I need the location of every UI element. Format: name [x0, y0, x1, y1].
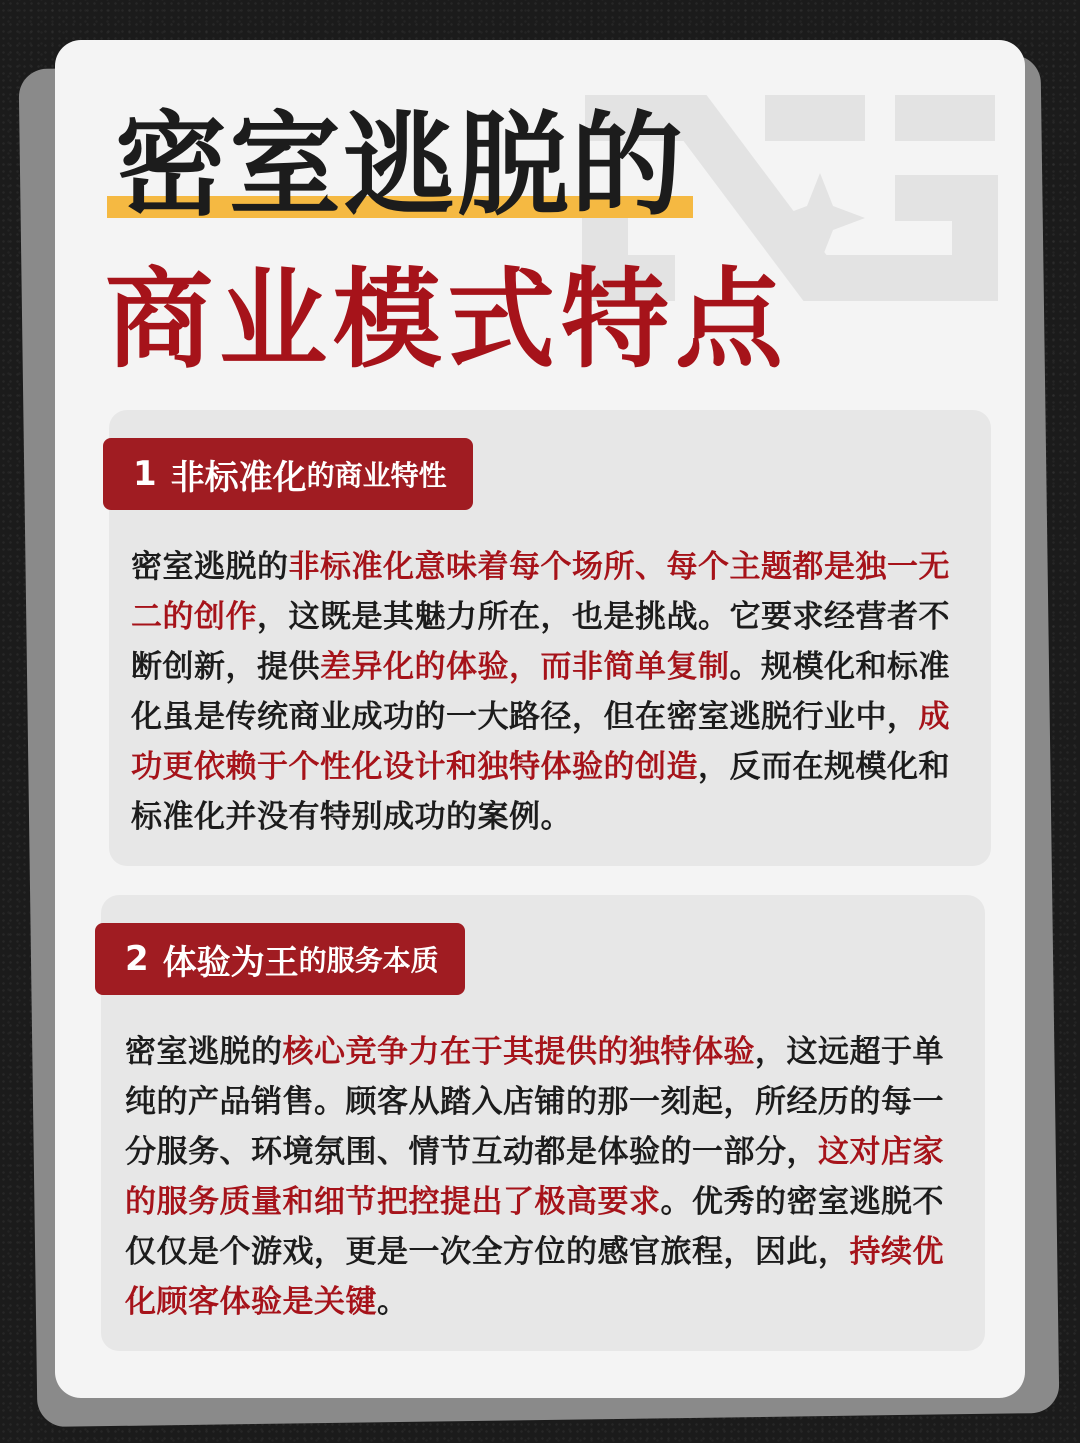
section-title-strong: 非标准化 — [170, 457, 307, 498]
section-title-rest: 的商业特性 — [306, 459, 447, 492]
body-text: 密室逃脱的 — [125, 1034, 283, 1070]
section-1-paragraph — [131, 542, 981, 842]
emphasis-text: 成功更依赖于个性化设计和独特体验的创造 — [131, 699, 950, 785]
section-number: 2 — [125, 939, 149, 979]
main-card — [55, 40, 1025, 1398]
section-2 — [101, 895, 985, 1351]
body-text: 。优秀的密室逃脱不仅仅是个游戏，更是一次全方位的感官旅程，因此， — [125, 1184, 944, 1270]
emphasis-text: 差异化的体验，而非简单复制 — [320, 649, 730, 685]
title-line2: 商业模式特点 — [105, 258, 790, 383]
section-title-strong: 体验为王 — [162, 942, 299, 983]
section-1-tag — [103, 438, 473, 510]
body-text: 。规模化和标准化虽是传统商业成功的一大路径，但在密室逃脱行业中， — [131, 649, 950, 735]
emphasis-text: 持续优化顾客体验是关键 — [125, 1234, 944, 1320]
title-line1-box — [107, 88, 693, 231]
section-1 — [109, 410, 991, 866]
section-2-paragraph — [125, 1027, 975, 1327]
body-text: ，这既是其魅力所在，也是挑战。它要求经营者不断创新，提供 — [131, 599, 950, 685]
body-text: ，这远超于单纯的产品销售。顾客从踏入店铺的那一刻起，所经历的每一分服务、环境氛围、情节互动都是体验的一部分， — [125, 1034, 944, 1170]
section-title-rest: 的服务本质 — [298, 944, 439, 977]
emphasis-text: 核心竞争力在于其提供的独特体验 — [282, 1034, 755, 1070]
title-line1: 密室逃脱的 — [115, 100, 685, 231]
emphasis-text: 非标准化意味着每个场所、每个主题都是独一无二的创作 — [131, 549, 950, 635]
body-text: ，反而在规模化和标准化并没有特别成功的案例。 — [131, 749, 950, 835]
section-number: 1 — [133, 454, 157, 494]
section-2-tag — [95, 923, 465, 995]
body-text: 。 — [377, 1284, 409, 1320]
emphasis-text: 这对店家的服务质量和细节把控提出了极高要求 — [125, 1134, 944, 1220]
body-text: 密室逃脱的 — [131, 549, 289, 585]
